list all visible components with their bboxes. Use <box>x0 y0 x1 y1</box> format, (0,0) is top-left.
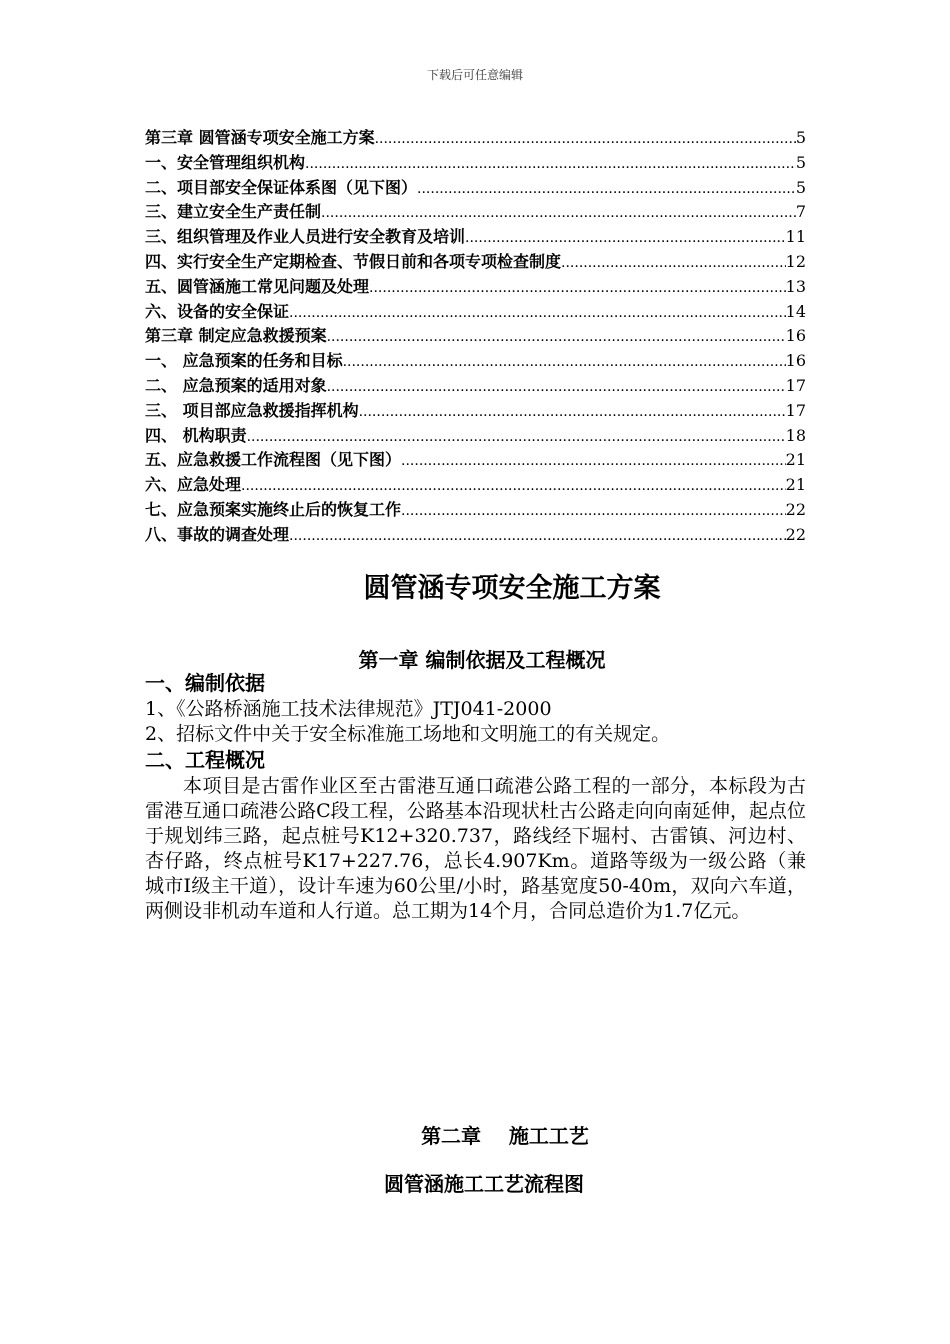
toc-leader-dots <box>241 478 786 494</box>
chapter1-body <box>145 670 806 924</box>
toc-entry-page: 17 <box>785 400 806 420</box>
basis-item: 1、《公路桥涵施工技术法律规范》JTJ041-2000 <box>145 698 552 720</box>
toc-leader-dots <box>417 181 796 197</box>
toc-leader-dots <box>401 503 786 519</box>
toc-leader-dots <box>289 528 786 544</box>
section-heading-overview: 二、工程概况 <box>145 748 265 772</box>
toc-entry[interactable] <box>145 274 806 299</box>
toc-entry[interactable] <box>145 472 806 497</box>
toc-entry-page: 12 <box>785 251 806 271</box>
document-title: 圆管涵专项安全施工方案 <box>363 573 661 604</box>
toc-entry-label: 三、建立安全生产责任制 <box>145 202 322 222</box>
toc-leader-dots <box>247 429 786 445</box>
toc-entry[interactable] <box>145 373 806 398</box>
toc-entry-page: 16 <box>785 326 806 346</box>
toc-entry-page: 16 <box>785 351 806 371</box>
toc-entry[interactable] <box>145 497 806 522</box>
toc-entry[interactable] <box>145 299 806 324</box>
page-header: 下载后可任意编辑 <box>426 68 523 82</box>
toc-entry-label: 四、 机构职责 <box>145 425 247 445</box>
toc-leader-dots <box>289 305 786 321</box>
toc-entry-label: 三、 项目部应急救援指挥机构 <box>145 400 359 420</box>
toc-entry-page: 7 <box>795 202 806 222</box>
toc-leader-dots <box>327 379 786 395</box>
section-heading-basis: 一、编制依据 <box>145 671 265 695</box>
chapter2-title: 第二章 施工工艺 <box>421 1124 589 1148</box>
toc-entry-page: 21 <box>785 450 806 470</box>
toc-entry-page: 17 <box>785 375 806 395</box>
toc-entry[interactable] <box>145 323 806 348</box>
toc-entry-label: 三、组织管理及作业人员进行安全教育及培训 <box>145 227 466 247</box>
toc-entry-page: 11 <box>785 227 806 247</box>
toc-entry-label: 五、圆管涵施工常见问题及处理 <box>145 276 370 296</box>
toc-entry-page: 13 <box>785 276 806 296</box>
table-of-contents <box>145 125 806 547</box>
toc-entry-label: 第三章 制定应急救援预案 <box>145 326 327 346</box>
toc-entry-page: 21 <box>785 475 806 495</box>
basis-item: 2、招标文件中关于安全标准施工场地和文明施工的有关规定。 <box>145 723 671 745</box>
toc-entry-label: 二、 应急预案的适用对象 <box>145 375 327 395</box>
toc-leader-dots <box>561 255 786 271</box>
toc-entry-label: 六、应急处理 <box>145 475 242 495</box>
chapter1-title: 第一章 编制依据及工程概况 <box>358 648 606 672</box>
toc-entry[interactable] <box>145 348 806 373</box>
overview-paragraph: 本项目是古雷作业区至古雷港互通口疏港公路工程的一部分，本标段为古雷港互通口疏港公路C段工程，公路基本沿现状杜古公路走向向南延伸，起点位于规划纬三路，起点桩号K12+320.737，路线经下堀村、古雷镇、河边村、杏仔路，终点桩号K17+227.76，总长4.907Km。道路等级为一级公路（兼城市I级主干道），设计车速为60公里/小时，路基宽度50-40m，双向六车道，两侧设非机动车道和人行道。总工期为14个月，合同总造价为1.7亿元。 <box>145 775 806 922</box>
toc-leader-dots <box>369 280 786 296</box>
toc-leader-dots <box>359 404 786 420</box>
toc-leader-dots <box>465 230 786 246</box>
toc-entry-label: 第三章 圆管涵专项安全施工方案 <box>145 128 375 147</box>
toc-entry[interactable] <box>145 249 806 274</box>
toc-entry[interactable] <box>145 175 806 200</box>
toc-entry-label: 一、 应急预案的任务和目标 <box>145 351 343 371</box>
toc-entry[interactable] <box>145 398 806 423</box>
toc-leader-dots <box>401 453 786 469</box>
flowchart-title: 圆管涵施工工艺流程图 <box>384 1172 584 1196</box>
toc-entry-page: 5 <box>795 152 806 172</box>
toc-entry-page: 5 <box>795 128 806 147</box>
toc-entry-label: 七、应急预案实施终止后的恢复工作 <box>145 499 402 519</box>
toc-entry-page: 14 <box>785 301 806 321</box>
toc-leader-dots <box>327 329 786 345</box>
toc-entry-label: 四、实行安全生产定期检查、节假日前和各项专项检查制度 <box>145 251 562 271</box>
toc-entry[interactable] <box>145 199 806 224</box>
toc-entry-page: 22 <box>785 499 806 519</box>
toc-entry-page: 5 <box>795 177 806 197</box>
toc-entry[interactable] <box>145 447 806 472</box>
toc-leader-dots <box>305 156 796 172</box>
toc-entry[interactable] <box>145 522 806 547</box>
toc-entry[interactable] <box>145 125 806 150</box>
toc-leader-dots <box>321 205 796 221</box>
toc-leader-dots <box>343 354 786 370</box>
toc-entry[interactable] <box>145 224 806 249</box>
toc-entry[interactable] <box>145 150 806 175</box>
toc-entry-label: 五、应急救援工作流程图（见下图） <box>145 450 402 470</box>
toc-entry-page: 22 <box>785 524 806 544</box>
toc-entry-label: 一、安全管理组织机构 <box>145 152 306 172</box>
toc-entry[interactable] <box>145 423 806 448</box>
toc-entry-page: 18 <box>785 425 806 445</box>
toc-entry-label: 八、事故的调查处理 <box>145 524 290 544</box>
toc-entry-label: 六、设备的安全保证 <box>145 301 290 321</box>
toc-leader-dots <box>375 131 796 147</box>
toc-entry-label: 二、项目部安全保证体系图（见下图） <box>145 177 418 197</box>
